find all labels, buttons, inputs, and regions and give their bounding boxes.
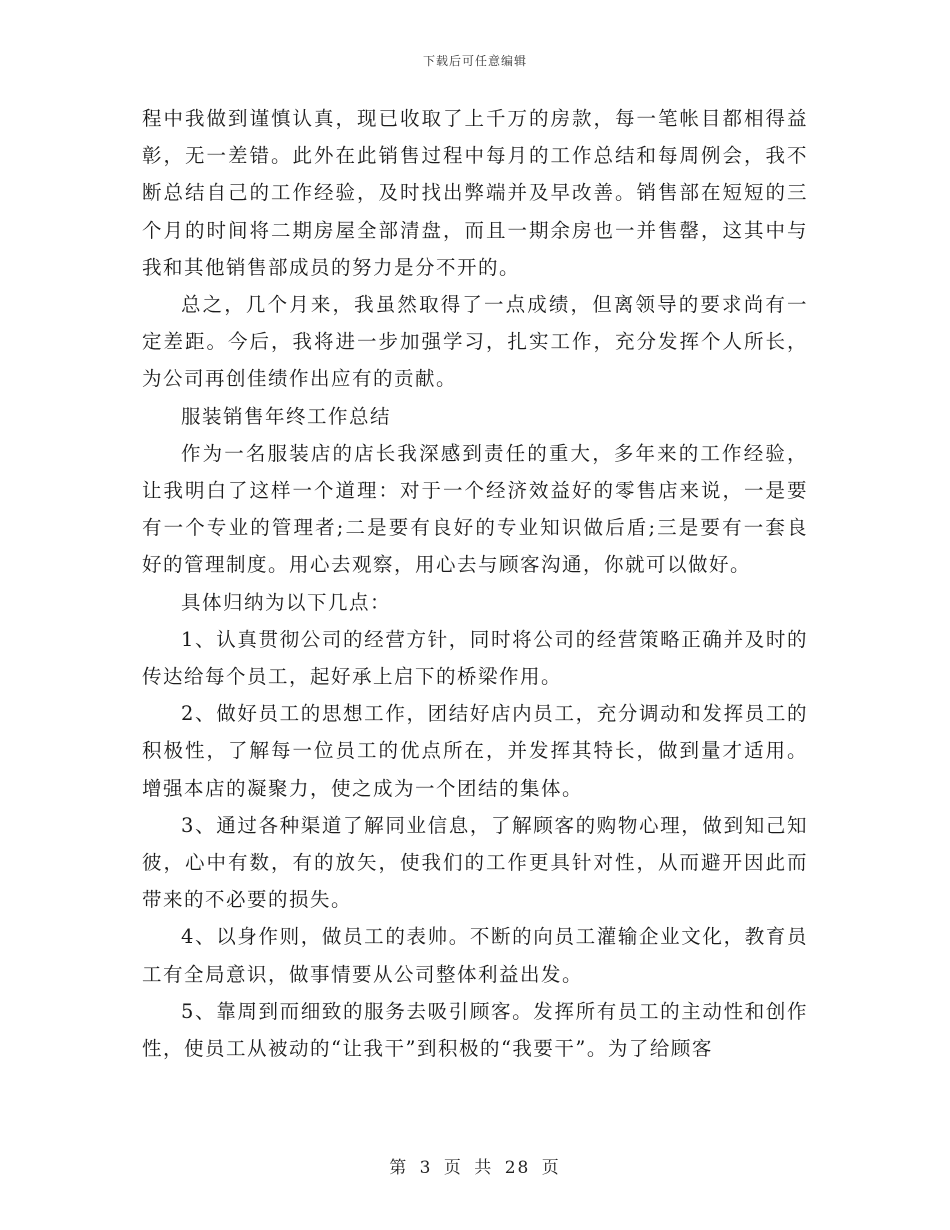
page-header-note: 下载后可任意编辑 — [422, 54, 527, 68]
page-number: 第 3 页 共 28 页 — [389, 1158, 561, 1178]
list-item-3: 3、通过各种渠道了解同业信息，了解顾客的购物心理，做到知己知彼，心中有数，有的放矢，使我们的工作更具针对性，从而避开因此而带来的不必要的损失。 — [142, 813, 808, 912]
paragraph-4: 具体归纳为以下几点： — [181, 590, 392, 614]
section-heading: 服装销售年终工作总结 — [181, 404, 392, 428]
document-body — [142, 100, 808, 1067]
paragraph-2: 总之，几个月来，我虽然取得了一点成绩，但离领导的要求尚有一定差距。今后，我将进一步加强学习，扎实工作，充分发挥个人所长，为公司再创佳绩作出应有的贡献。 — [142, 293, 808, 391]
list-item-2: 2、做好员工的思想工作，团结好店内员工，充分调动和发挥员工的积极性，了解每一位员工的优点所在，并发挥其特长，做到量才适用。增强本店的凝聚力，使之成为一个团结的集体。 — [142, 702, 808, 800]
paragraph-3: 作为一名服装店的店长我深感到责任的重大，多年来的工作经验，让我明白了这样一个道理：对于一个经济效益好的零售店来说，一是要有一个专业的管理者;二是要有良好的专业知识做后盾;三是要有一套良好的管理制度。用心去观察，用心去与顾客沟通，你就可以做好。 — [142, 441, 808, 577]
list-item-5: 5、靠周到而细致的服务去吸引顾客。发挥所有员工的主动性和创作性，使员工从被动的“让我干”到积极的“我要干”。为了给顾客 — [142, 999, 808, 1061]
list-item-4: 4、以身作则，做员工的表帅。不断的向员工灌输企业文化，教育员工有全局意识，做事情要从公司整体利益出发。 — [142, 925, 808, 986]
list-item-1: 1、认真贯彻公司的经营方针，同时将公司的经营策略正确并及时的传达给每个员工，起好承上启下的桥梁作用。 — [142, 627, 808, 689]
paragraph-1: 程中我做到谨慎认真，现已收取了上千万的房款，每一笔帐目都相得益彰，无一差错。此外在此销售过程中每月的工作总结和每周例会，我不断总结自己的工作经验，及时找出弊端并及早改善。销售部在短短的三个月的时间将二期房屋全部清盘，而且一期余房也一并售罄，这其中与我和其他销售部成员的努力是分不开的。 — [142, 107, 808, 279]
